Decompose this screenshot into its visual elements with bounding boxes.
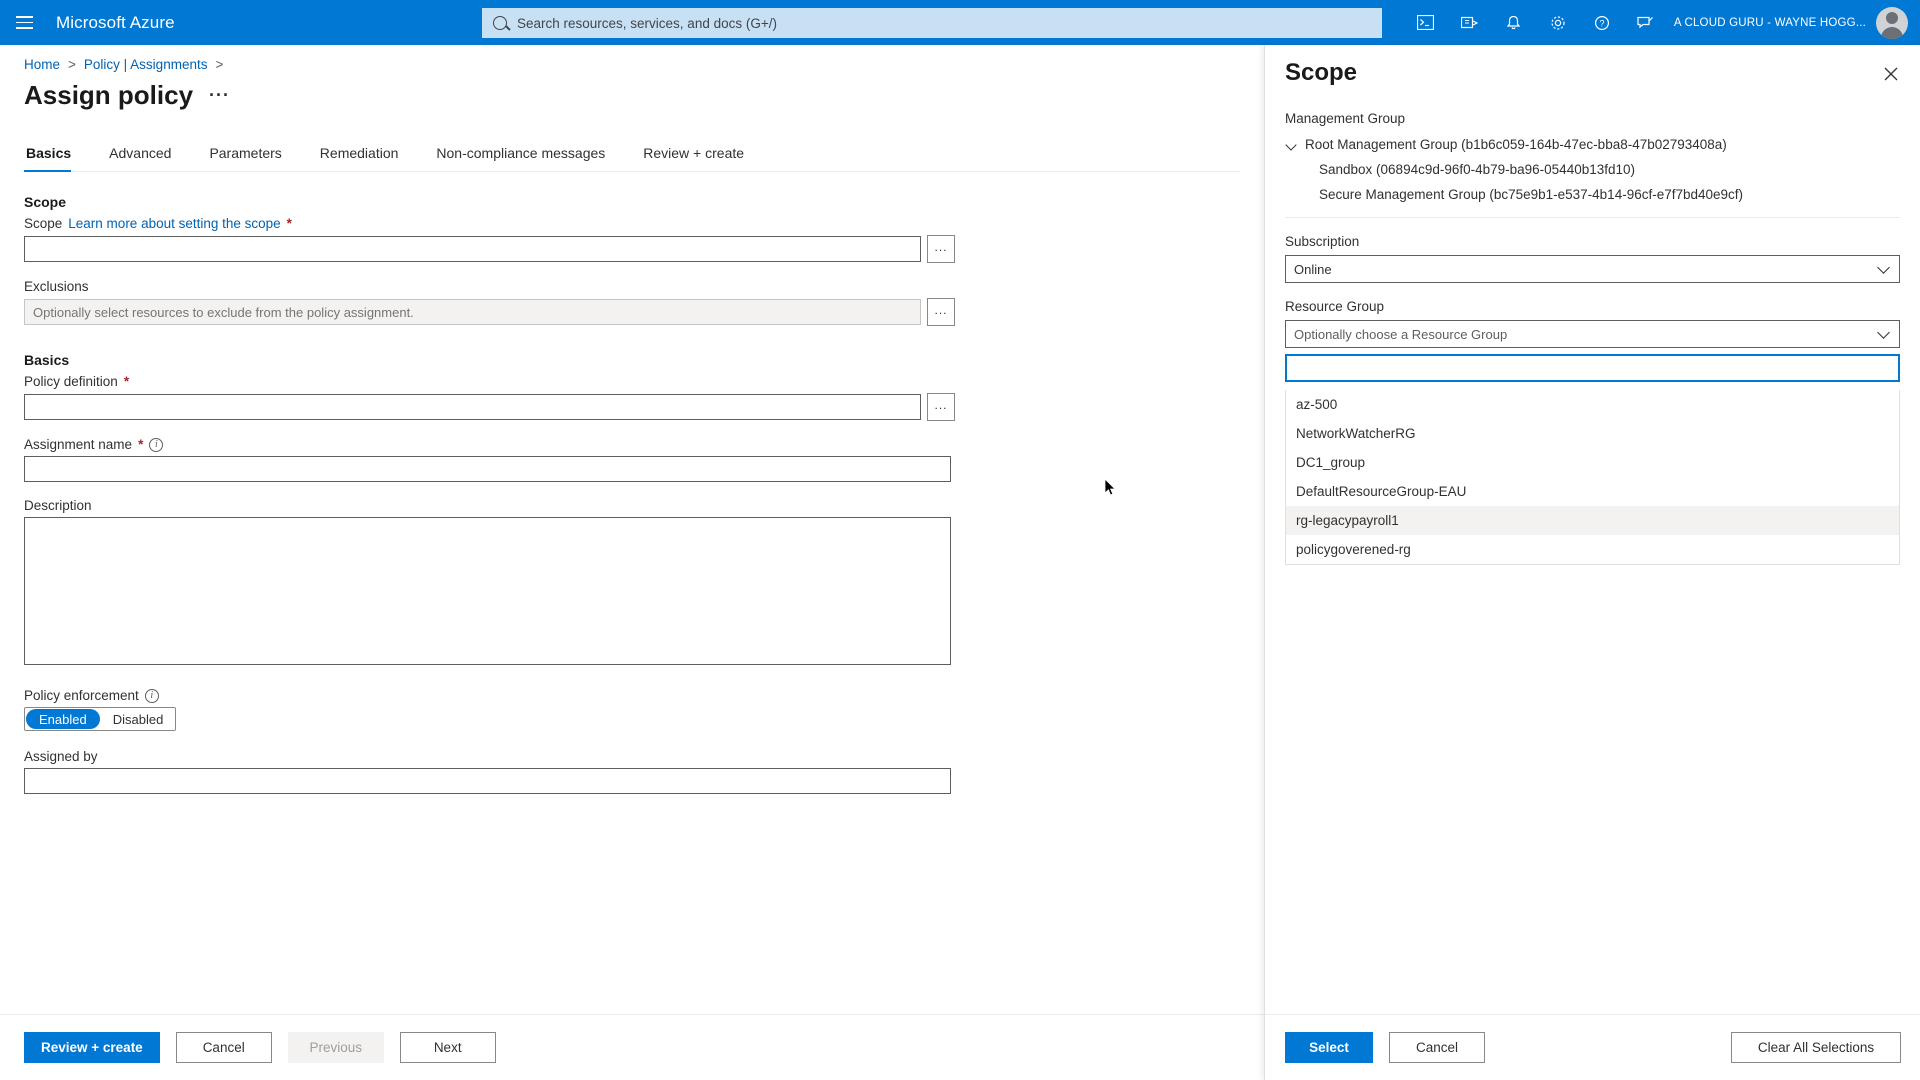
management-group-sandbox-label: Sandbox (06894c9d-96f0-4b79-ba96-05440b13fd10) bbox=[1319, 162, 1636, 177]
list-item[interactable]: policygoverened-rg bbox=[1296, 542, 1411, 557]
assignment-name-row bbox=[24, 456, 1264, 482]
list-item[interactable]: NetworkWatcherRG bbox=[1296, 426, 1416, 441]
description-label: Description bbox=[24, 498, 92, 513]
chevron-down-icon bbox=[1877, 261, 1890, 274]
list-item[interactable]: az-500 bbox=[1296, 397, 1338, 412]
feedback-icon[interactable] bbox=[1624, 0, 1668, 45]
resource-group-label: Resource Group bbox=[1285, 299, 1385, 314]
search-icon bbox=[493, 16, 507, 30]
gear-icon[interactable] bbox=[1536, 0, 1580, 45]
policy-enforcement-toggle[interactable] bbox=[24, 707, 176, 731]
account-info[interactable] bbox=[1668, 0, 1876, 45]
assignment-name-required-indicator: * bbox=[138, 437, 144, 452]
svg-text:?: ? bbox=[1599, 18, 1605, 28]
directories-filter-icon[interactable] bbox=[1448, 0, 1492, 45]
policy-definition-required-indicator: * bbox=[123, 374, 130, 389]
wizard-footer bbox=[0, 1014, 1264, 1080]
help-icon[interactable] bbox=[1580, 0, 1624, 45]
brand-title[interactable]: Microsoft Azure bbox=[56, 12, 175, 32]
tab-remediation[interactable]: Remediation bbox=[319, 145, 399, 161]
policy-definition-row bbox=[24, 393, 1264, 421]
assign-policy-pane bbox=[0, 45, 1264, 1080]
tab-non-compliance-messages[interactable]: Non-compliance messages bbox=[436, 145, 606, 161]
cloud-shell-icon[interactable] bbox=[1404, 0, 1448, 45]
subscription-selected-value: Online bbox=[1294, 261, 1332, 277]
blade-divider bbox=[1285, 217, 1900, 218]
description-textarea[interactable] bbox=[24, 517, 951, 665]
management-group-root-label: Root Management Group (b1b6c059-164b-47ec-bba8-47b02793408a) bbox=[1305, 137, 1727, 152]
policy-definition-label bbox=[24, 374, 1264, 389]
avatar[interactable] bbox=[1876, 7, 1908, 39]
scope-section-heading: Scope bbox=[24, 194, 67, 210]
management-group-secure[interactable] bbox=[1285, 182, 1900, 207]
top-bar-icons bbox=[1404, 0, 1920, 45]
tab-basics[interactable]: Basics bbox=[24, 141, 89, 171]
tab-parameters[interactable]: Parameters bbox=[209, 145, 282, 161]
cancel-button[interactable]: Cancel bbox=[176, 1032, 272, 1063]
tab-advanced[interactable]: Advanced bbox=[109, 145, 172, 161]
scope-required-indicator: * bbox=[286, 216, 292, 231]
close-icon[interactable] bbox=[1878, 61, 1904, 87]
tab-review-create[interactable]: Review + create bbox=[643, 145, 745, 161]
subscription-label: Subscription bbox=[1285, 234, 1360, 249]
assigned-by-label: Assigned by bbox=[24, 749, 98, 764]
list-item[interactable]: DefaultResourceGroup-EAU bbox=[1296, 484, 1467, 499]
info-icon[interactable]: i bbox=[149, 438, 163, 452]
list-item[interactable]: rg-legacypayroll1 bbox=[1286, 506, 1899, 535]
top-navigation-bar bbox=[0, 0, 1920, 45]
management-group-root[interactable] bbox=[1285, 132, 1900, 157]
tab-list bbox=[24, 141, 1240, 172]
menu-icon[interactable] bbox=[0, 0, 48, 45]
clear-all-selections-button[interactable]: Clear All Selections bbox=[1731, 1032, 1901, 1063]
next-button[interactable]: Next bbox=[400, 1032, 496, 1063]
policy-definition-input[interactable] bbox=[24, 394, 921, 420]
chevron-down-icon bbox=[1877, 326, 1890, 339]
resource-group-selected-value: Optionally choose a Resource Group bbox=[1294, 326, 1508, 342]
management-group-tree bbox=[1285, 132, 1900, 207]
global-search-placeholder: Search resources, services, and docs (G+/) bbox=[517, 15, 777, 31]
management-group-secure-label: Secure Management Group (bc75e9b1-e537-4b14-96cf-e7f7bd40e9cf) bbox=[1319, 187, 1744, 202]
assigned-by-input[interactable] bbox=[24, 768, 951, 794]
exclusions-input[interactable] bbox=[24, 299, 921, 325]
more-options-icon[interactable]: ··· bbox=[209, 85, 231, 105]
notifications-icon[interactable] bbox=[1492, 0, 1536, 45]
account-name: A CLOUD GURU - WAYNE HOGG... bbox=[1673, 16, 1866, 29]
scope-label-text: Scope bbox=[24, 216, 63, 231]
exclusions-label: Exclusions bbox=[24, 279, 89, 294]
assignment-name-label-text: Assignment name bbox=[24, 437, 133, 452]
scope-blade bbox=[1264, 45, 1920, 1080]
scope-browse-button[interactable]: ... bbox=[927, 235, 955, 263]
resource-group-dropdown-list bbox=[1285, 390, 1900, 565]
blade-footer bbox=[1265, 1014, 1920, 1080]
breadcrumb-policy-assignments[interactable]: Policy | Assignments bbox=[83, 57, 208, 72]
scope-learn-more-link[interactable]: Learn more about setting the scope bbox=[68, 216, 281, 231]
policy-enforcement-label bbox=[24, 688, 1264, 703]
assigned-by-row bbox=[24, 768, 1264, 794]
breadcrumb-separator-2: > bbox=[215, 57, 224, 72]
global-search-input[interactable] bbox=[482, 8, 1382, 38]
scope-input-row bbox=[24, 235, 1264, 263]
subscription-select[interactable] bbox=[1285, 255, 1900, 283]
blade-body bbox=[1265, 87, 1920, 565]
exclusions-browse-button[interactable]: ... bbox=[927, 298, 955, 326]
previous-button: Previous bbox=[288, 1032, 384, 1063]
basics-section-heading: Basics bbox=[24, 352, 70, 368]
assignment-name-label bbox=[24, 437, 1264, 452]
list-item[interactable]: DC1_group bbox=[1296, 455, 1366, 470]
enforcement-disabled-option[interactable]: Disabled bbox=[101, 708, 176, 730]
management-group-label: Management Group bbox=[1285, 111, 1406, 126]
breadcrumb bbox=[0, 45, 1264, 72]
policy-definition-label-text: Policy definition bbox=[24, 374, 118, 389]
resource-group-select[interactable] bbox=[1285, 320, 1900, 348]
exclusions-input-row bbox=[24, 298, 1264, 326]
breadcrumb-home[interactable]: Home bbox=[24, 57, 61, 72]
chevron-down-icon[interactable] bbox=[1285, 138, 1299, 152]
resource-group-search-input[interactable] bbox=[1285, 354, 1900, 382]
page-title-text: Assign policy bbox=[24, 80, 194, 110]
blade-title: Scope bbox=[1285, 59, 1358, 86]
select-button[interactable]: Select bbox=[1285, 1032, 1373, 1063]
blade-cancel-button[interactable]: Cancel bbox=[1389, 1032, 1485, 1063]
enforcement-enabled-option[interactable]: Enabled bbox=[26, 709, 100, 729]
review-create-button[interactable]: Review + create bbox=[24, 1032, 160, 1063]
scope-field-label bbox=[24, 216, 1264, 231]
info-icon[interactable]: i bbox=[145, 689, 159, 703]
policy-enforcement-label-text: Policy enforcement bbox=[24, 688, 139, 703]
breadcrumb-separator-1: > bbox=[68, 57, 76, 72]
management-group-sandbox[interactable] bbox=[1285, 157, 1900, 182]
page-title bbox=[0, 72, 1264, 111]
scope-input[interactable] bbox=[24, 236, 921, 262]
policy-definition-browse-button[interactable]: ... bbox=[927, 393, 955, 421]
assignment-name-input[interactable] bbox=[24, 456, 951, 482]
